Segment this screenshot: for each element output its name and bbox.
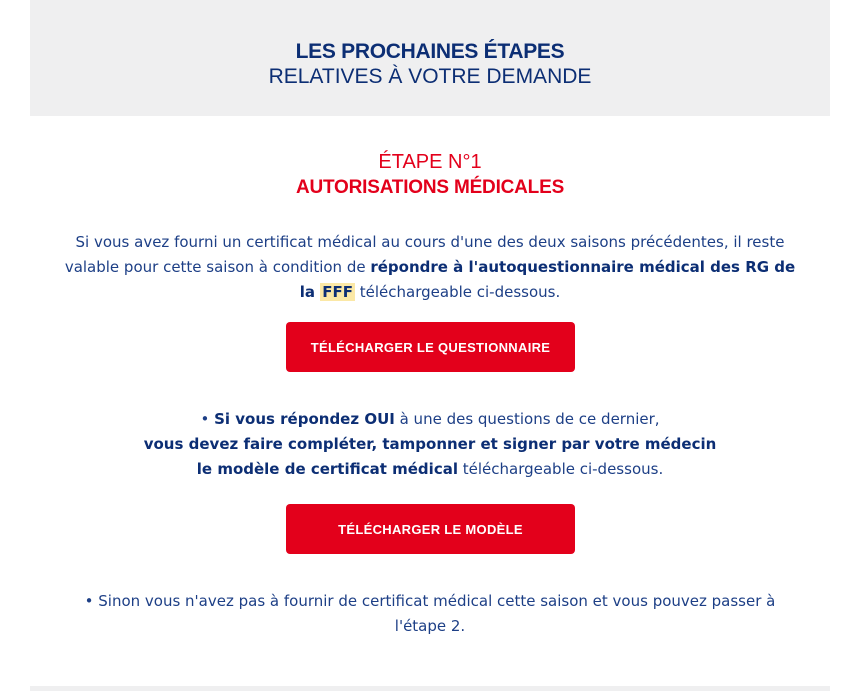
paragraph2-text-b: téléchargeable ci-dessous. [457, 460, 664, 478]
paragraph2-bullet: • [200, 410, 215, 428]
download-model-button[interactable]: TÉLÉCHARGER LE MODÈLE [286, 504, 575, 554]
step-title: AUTORISATIONS MÉDICALES [295, 177, 565, 198]
header-title: LES PROCHAINES ÉTAPES [295, 40, 565, 63]
yes-answer-paragraph [60, 407, 800, 482]
fff-highlight: FFF [322, 283, 353, 301]
header-subtitle: RELATIVES À VOTRE DEMANDE [268, 65, 592, 88]
paragraph2-text-a: à une des questions de ce dernier, [394, 410, 660, 428]
paragraph1-text-a: Si vous avez fourni un certificat médical au cours d'une des deux saisons précédentes, il reste valable pour cette saison à condition de [64, 233, 785, 276]
paragraph2-bold-c: le modèle de certificat médical [196, 460, 458, 478]
footer-divider [30, 686, 830, 691]
paragraph1-bold: répondre à l'autoquestionnaire médical des RG de la [299, 258, 796, 301]
step-label: ÉTAPE N°1 [378, 151, 482, 173]
paragraph2-bold-a: Si vous répondez OUI [214, 410, 395, 428]
download-questionnaire-button[interactable]: TÉLÉCHARGER LE QUESTIONNAIRE [286, 322, 575, 372]
paragraph2-bold-b: vous devez faire compléter, tamponner et signer par votre médecin [143, 435, 717, 453]
certificate-info-paragraph [60, 230, 800, 305]
no-answer-paragraph: • Sinon vous n'avez pas à fournir de certificat médical cette saison et vous pouvez passer à l'étape 2. [84, 592, 776, 635]
header-banner [30, 0, 830, 116]
paragraph1-text-b: téléchargeable ci-dessous. [355, 283, 561, 301]
